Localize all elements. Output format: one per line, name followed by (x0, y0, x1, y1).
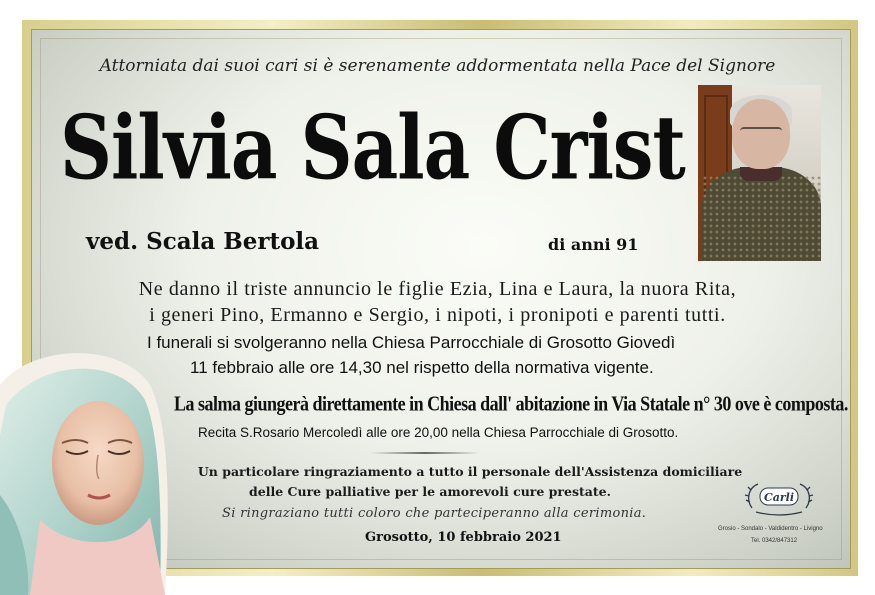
thanks-line-3: Si ringraziano tutti coloro che parteciperanno alla cerimonia. (222, 506, 647, 521)
thanks-line-2: delle Cure palliative per le amorevoli cure prestate. (249, 484, 611, 499)
intro-line: Attorniata dai suoi cari si è serenamente addormentata nella Pace del Signore (99, 56, 776, 76)
agency-logo (742, 478, 816, 518)
announce-line-1: Ne danno il triste annuncio le figlie Ezia, Lina e Laura, la nuora Rita, (138, 278, 737, 300)
age: di anni 91 (548, 235, 639, 254)
thanks-line-1: Un particolare ringraziamento a tutto il personale dell'Assistenza domiciliare (197, 464, 743, 479)
salma-line: La salma giungerà direttamente in Chiesa dall' abitazione in Via Statale n° 30 ove è composta. (174, 392, 848, 415)
divider (370, 452, 480, 454)
deceased-photo (698, 85, 821, 261)
agency-phone: Tel. 0342/847312 (751, 538, 798, 544)
place-date: Grosotto, 10 febbraio 2021 (365, 530, 562, 545)
agency-logo-text: Carli (763, 491, 795, 504)
deceased-name: Silvia Sala Crist (60, 95, 685, 200)
announce-line-2: i generi Pino, Ermanno e Sergio, i nipoti, i pronipoti e parenti tutti. (149, 304, 726, 326)
agency-locations: Grosio - Sondalo - Valdidentro - Livigno (718, 526, 823, 532)
rosario-line: Recita S.Rosario Mercoledì alle ore 20,00 nella Chiesa Parrocchiale di Grosotto. (198, 425, 679, 440)
funeral-line-2: 11 febbraio alle ore 14,30 nel rispetto della normativa vigente. (190, 358, 654, 377)
widow-of: ved. Scala Bertola (86, 228, 320, 255)
funeral-line-1: I funerali si svolgeranno nella Chiesa Parrocchiale di Grosotto Giovedì (147, 333, 676, 352)
madonna-image (0, 345, 180, 595)
